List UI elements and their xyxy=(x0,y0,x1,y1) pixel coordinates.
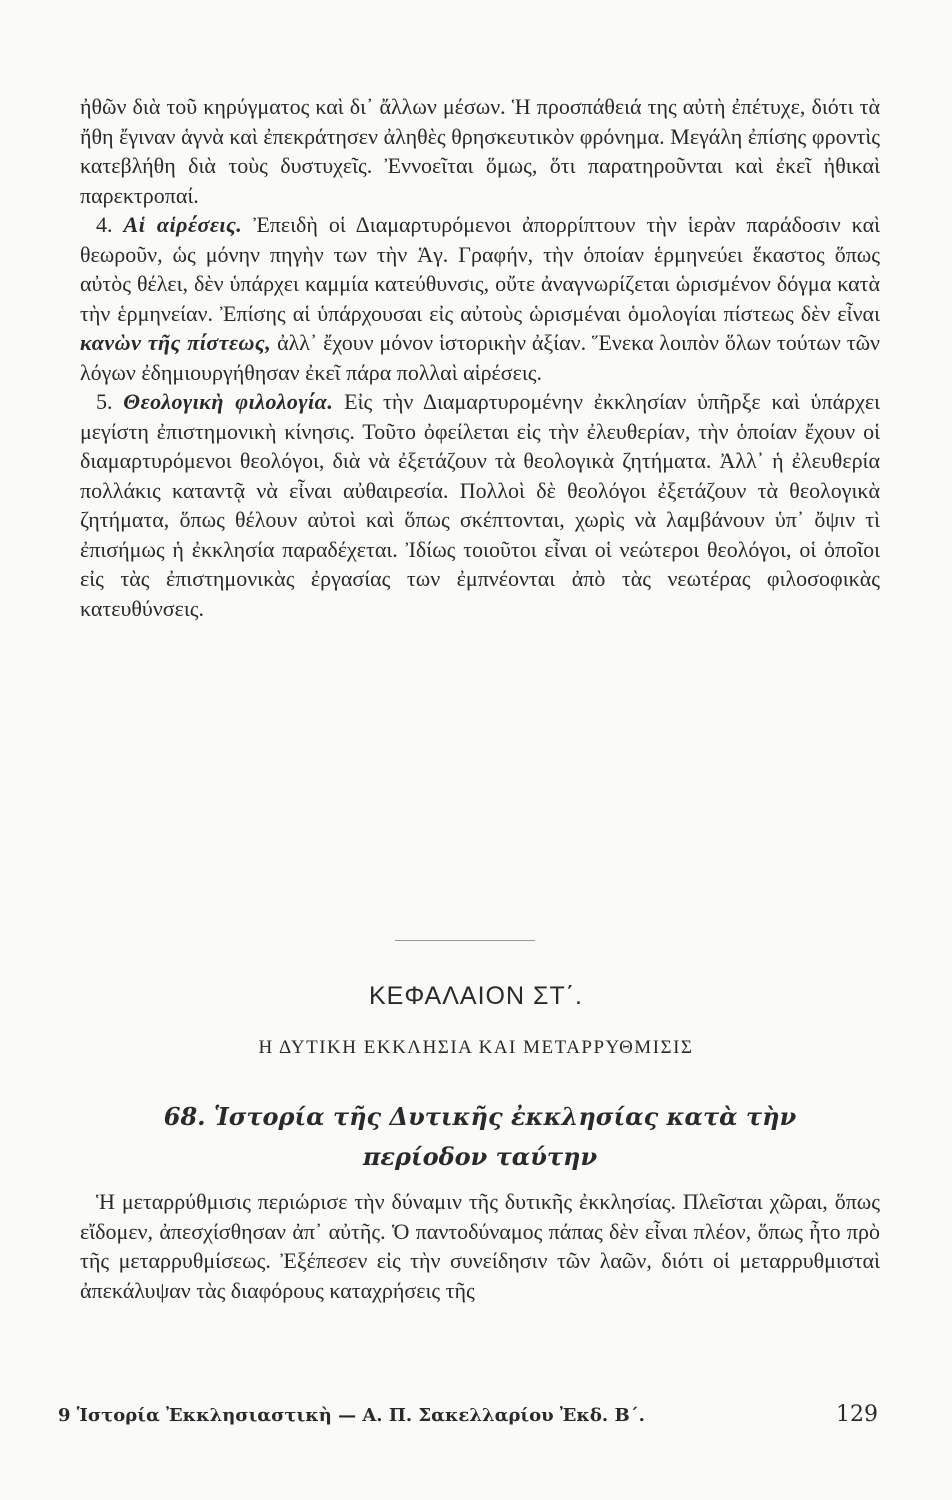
chapter-subheading: Η ΔΥΤΙΚΗ ΕΚΚΛΗΣΙΑ ΚΑΙ ΜΕΤΑΡΡΥΘΜΙΣΙΣ xyxy=(258,1037,694,1058)
paragraph-text: Εἰς τὴν Διαμαρτυρομένην ἐκκλησίαν ὑπῆρξε καὶ ὑπάρχει μεγίστη ἐπιστημονικὴ κίνησις. Τοῦτο ὀφείλεται εἰς τὴν ἐλευθερίαν, τὴν ὁποίαν ἔχουν οἱ διαμαρτυρόμενοι θεολόγοι, διὰ νὰ ἐξετάζουν τὰ θεολογικὰ ζητήματα. Ἀλλ᾿ ἡ ἐλευθερία πολλάκις καταντᾷ νὰ εἶναι αὐθαιρεσία. Πολλοὶ δὲ θεολόγοι ἐξετάζουν τὰ θεολογικὰ ζητήματα, ὅπως θέλουν αὐτοὶ καὶ ὅπως σκέπτονται, χωρὶς νὰ λαμβάνουν ὑπ᾿ ὄψιν τὶ ἐπισήμως ἡ ἐκκλησία παραδέχεται. Ἰδίως τοιοῦτοι εἶναι οἱ νεώτεροι θεολόγοι, οἱ ὁποῖοι εἰς τὰς ἐπιστημονικὰς ἐργασίας των ἐμπνέονται ἀπὸ τὰς νεωτέρας φιλοσοφικὰς κατευθύνσεις. xyxy=(80,389,881,621)
section-title: 68. Ἱστορία τῆς Δυτικῆς ἐκκλησίας κατὰ τὴν περίοδον ταύτην xyxy=(163,1102,797,1171)
chapter-heading: ΚΕΦΑΛΑΙΟΝ ΣΤ΄. xyxy=(368,982,583,1010)
text-block-bottom xyxy=(80,1187,880,1305)
paragraph-text: ἀλλ᾿ ἔχουν μόνον ἱστορικὴν ἀξίαν. Ἕνεκα λοιπὸν ὅλων τούτων τῶν λόγων ἐδημιουργήθησαν ἐκεῖ πάρα πολλαὶ αἱρέσεις. xyxy=(80,330,880,385)
paragraph-reformation: Ἡ μεταρρύθμισις περιώρισε τὴν δύναμιν τῆς δυτικῆς ἐκκλησίας. Πλεῖσται χῶραι, ὅπως εἴδομεν, ἀπεσχίσθησαν ἀπ᾿ αὐτῆς. Ὁ παντοδύναμος πάπας δὲν εἶναι πλέον, ὅπως ἦτο πρὸ τῆς μεταρρυθμίσεως. Ἐξέπεσεν εἰς τὴν συνείδησιν τῶν λαῶν, διότι οἱ μεταρρυθμισταὶ ἀπεκάλυψαν τὰς διαφόρους καταχρήσεις τῆς xyxy=(80,1189,880,1303)
item-number: 5. xyxy=(96,389,113,414)
paragraph-text: Ἐπειδὴ οἱ Διαμαρτυρόμενοι ἀπορρίπτουν τὴν ἱερὰν παράδοσιν καὶ θεωροῦν, ὡς μόνην πηγὴν των τὴν Ἁγ. Γραφήν, τὴν ὁποίαν ἑρμηνεύει ἕκαστος ὅπως αὐτὸς θέλει, δὲν ὑπάρχει καμμία κατεύθυνσις, οὔτε ἀναγνωρίζεται ὡρισμένον δόγμα κατὰ τὴν ἑρμηνείαν. Ἐπίσης αἱ ὑπάρχουσαι εἰς αὐτοὺς ὡρισμέναι ὁμολογίαι πίστεως δὲν εἶναι xyxy=(80,212,881,326)
paragraph-theology xyxy=(80,387,880,623)
text-block-top xyxy=(80,92,880,623)
printer-signature: 9 Ἱστορία Ἐκκλησιαστικὴ — Α. Π. Σακελλαρίου Ἐκδ. Β΄. xyxy=(58,1405,645,1426)
item-title: Θεολογικὴ φιλολογία. xyxy=(123,389,334,414)
item-number: 4. xyxy=(96,212,113,237)
page-footer xyxy=(58,1402,878,1427)
paragraph-heresies xyxy=(80,210,880,387)
emphasis-text: κανὼν τῆς πίστεως, xyxy=(80,330,272,355)
section-divider xyxy=(395,940,535,941)
paragraph-continued: ἠθῶν διὰ τοῦ κηρύγματος καὶ δι᾿ ἄλλων μέσων. Ἡ προσπάθειά της αὐτὴ ἐπέτυχε, διότι τὰ ἤθη ἔγιναν ἁγνὰ καὶ ἐπεκράτησεν ἀληθὲς θρησκευτικὸν φρόνημα. Μεγάλη ἐπίσης φροντὶς κατεβλήθη διὰ τοὺς δυστυχεῖς. Ἐννοεῖται ὅμως, ὅτι παρατηροῦνται καὶ ἐκεῖ ἠθικαὶ παρεκτροπαί. xyxy=(80,94,880,208)
page-number: 129 xyxy=(836,1402,878,1427)
item-title: Αἱ αἱρέσεις. xyxy=(123,212,243,237)
